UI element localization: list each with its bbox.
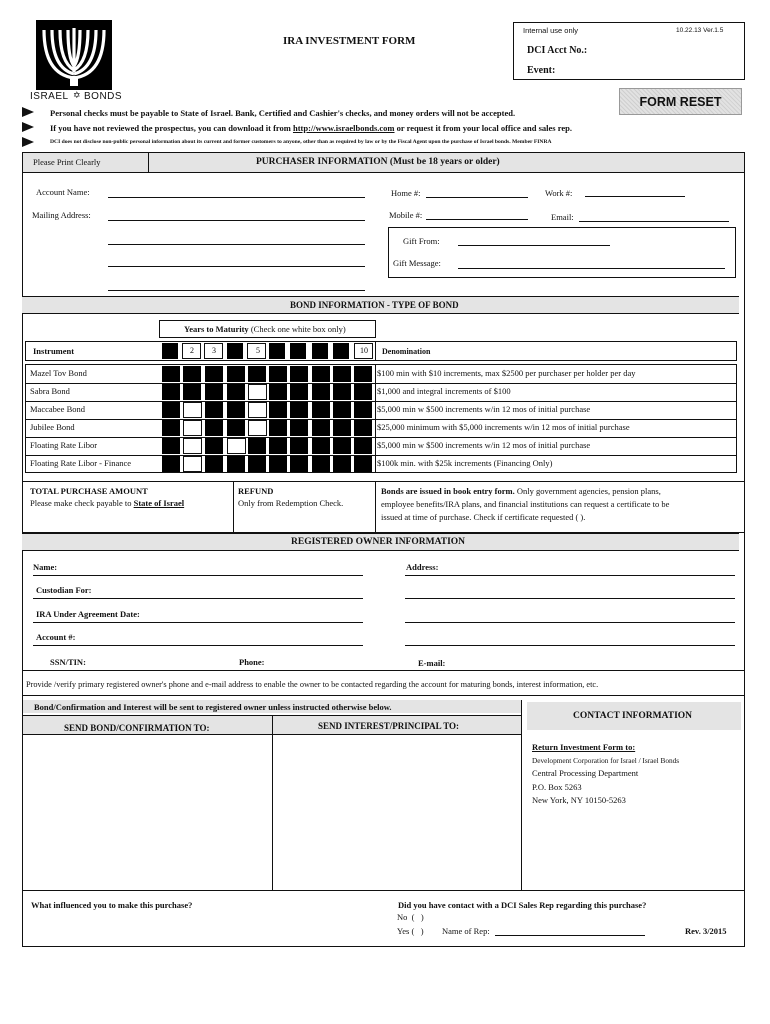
maturity-unavailable-cell [227,456,245,472]
maturity-unavailable-cell [162,420,180,436]
account-number-field[interactable] [33,645,363,646]
custodian-label: Custodian For: [36,585,92,595]
maturity-checkbox[interactable] [227,438,246,454]
year-2-header [182,343,201,359]
influenced-label: What influenced you to make this purchase? [31,900,193,910]
owner-email-label: E-mail: [418,658,446,668]
payee: State of Israel [133,498,185,508]
notice-prospectus-tail: or request it from your local office and sales rep. [394,123,572,133]
instrument-header-row [25,341,737,361]
maturity-unavailable-cell [312,420,330,436]
prospectus-link[interactable]: http://www.israelbonds.com [292,123,395,133]
send-interest-title: SEND INTEREST/PRINCIPAL TO: [318,721,460,731]
return-form-label: Return Investment Form to: [532,742,636,752]
owner-title: REGISTERED OWNER INFORMATION [291,537,466,547]
maturity-unavailable-cell [183,366,201,382]
gift-from-field[interactable] [458,245,610,246]
maturity-unavailable-cell [248,366,266,382]
maturity-unavailable-cell [205,402,223,418]
maturity-unavailable-cell [312,384,330,400]
revision-label: Rev. 3/2015 [685,926,727,936]
owner-name-label: Name: [33,562,58,572]
maturity-unavailable-cell [205,456,223,472]
work-label: Work #: [545,188,573,198]
notice-arrow-icon [22,137,34,147]
notice-prospectus [50,123,572,133]
year-3-label: 3 [212,346,216,355]
gift-from-label: Gift From: [403,236,440,246]
ssn-label: SSN/TIN: [50,657,86,667]
denomination-text: $25,000 minimum with $5,000 increments w/in 12 mos of initial purchase [377,422,630,432]
contact-line-3: P.O. Box 5263 [532,782,582,792]
year-3-header [204,343,223,359]
maturity-unavailable-cell [333,402,351,418]
maturity-checkbox[interactable] [248,420,267,436]
years-to-maturity-label [184,324,346,334]
maturity-unavailable-cell [333,420,351,436]
version-label: 10.22.13 Ver.1.5 [676,27,724,34]
denomination-text: $5,000 min w $500 increments w/in 12 mos of initial purchase [377,404,591,414]
contact-title: CONTACT INFORMATION [573,711,693,721]
maturity-unavailable-cell [290,456,308,472]
instrument-name: Jubilee Bond [30,422,75,432]
maturity-unavailable-cell [205,366,223,382]
maturity-unavailable-cell [248,438,266,454]
maturity-unavailable-cell [269,456,287,472]
year-10-label: 10 [360,346,368,355]
year-header-cell [227,343,243,359]
maturity-checkbox[interactable] [183,456,202,472]
owner-address-field-3[interactable] [405,622,735,623]
notice-prospectus-text: If you have not reviewed the prospectus, you can download it from [50,123,293,133]
dci-contact-label: Did you have contact with a DCI Sales Rep regarding this purchase? [398,900,647,910]
yes-option[interactable]: Yes ( ) [397,926,424,936]
maturity-unavailable-cell [227,402,245,418]
year-2-label: 2 [190,346,194,355]
contact-line-4: New York, NY 10150-5263 [532,795,626,805]
ira-date-label: IRA Under Agreement Date: [36,609,140,619]
refund-text: Only from Redemption Check. [238,498,344,508]
mailing-address-field-1[interactable] [108,220,365,221]
purchaser-title: PURCHASER INFORMATION (Must be 18 years or older) [256,157,500,167]
total-purchase-text [30,498,184,508]
maturity-unavailable-cell [162,366,180,382]
logo-text-bonds: BONDS [84,91,123,102]
mailing-address-field-2[interactable] [108,244,365,245]
maturity-unavailable-cell [290,438,308,454]
maturity-unavailable-cell [269,366,287,382]
year-header-cell [290,343,306,359]
notice-privacy: DCI does not disclose non-public personal information about its current and former customers to anyone, other than as required by law or by the Fiscal Agent upon the purchase of Israel bonds. Member FINRA [50,139,552,145]
ssn-phone-email-line[interactable] [22,670,745,671]
mailing-address-field-4[interactable] [108,290,365,291]
instrument-name: Mazel Tov Bond [30,368,87,378]
year-header-cell [269,343,285,359]
maturity-unavailable-cell [205,438,223,454]
email-field[interactable] [579,221,729,222]
instrument-name: Floating Rate Libor [30,440,98,450]
owner-address-label: Address: [406,562,439,572]
account-name-label: Account Name: [36,187,90,197]
maturity-unavailable-cell [354,402,372,418]
year-header-cell [162,343,178,359]
mobile-label: Mobile #: [389,210,423,220]
owner-address-field-2[interactable] [405,598,735,599]
account-name-field[interactable] [108,197,365,198]
home-label: Home #: [391,188,421,198]
maturity-checkbox[interactable] [183,438,202,454]
account-number-label: Account #: [36,632,76,642]
maturity-checkbox[interactable] [183,420,202,436]
instrument-name: Floating Rate Libor - Finance [30,458,132,468]
bond-info-title: BOND INFORMATION - TYPE OF BOND [290,300,459,310]
year-5-label: 5 [256,346,260,355]
book-entry-line1 [381,486,661,496]
book-entry-line3: issued at time of purchase. Check if certificate requested ( ). [381,512,586,522]
maturity-unavailable-cell [248,456,266,472]
form-title: IRA INVESTMENT FORM [283,35,416,47]
email-label: Email: [551,212,574,222]
maturity-unavailable-cell [333,456,351,472]
ira-date-field[interactable] [33,622,363,623]
instrument-name: Sabra Bond [30,386,70,396]
send-bond-title: SEND BOND/CONFIRMATION TO: [64,723,210,733]
print-clearly: Please Print Clearly [33,157,101,167]
maturity-unavailable-cell [162,438,180,454]
notice-arrow-icon [22,122,34,132]
owner-address-field-4[interactable] [405,645,735,646]
maturity-unavailable-cell [290,384,308,400]
maturity-unavailable-cell [205,384,223,400]
contact-line-2: Central Processing Department [532,768,639,778]
owner-name-field[interactable] [33,575,363,576]
work-phone-field[interactable] [585,196,685,197]
no-option[interactable]: No ( ) [397,912,424,922]
maturity-unavailable-cell [312,456,330,472]
year-10-header [354,343,373,359]
maturity-unavailable-cell [183,384,201,400]
mailing-address-field-3[interactable] [108,266,365,267]
send-banner: Bond/Confirmation and Interest will be sent to registered owner unless instructed otherwise below. [34,702,392,712]
maturity-unavailable-cell [290,402,308,418]
maturity-unavailable-cell [354,456,372,472]
maturity-unavailable-cell [290,420,308,436]
home-phone-field[interactable] [426,197,528,198]
year-5-header [247,343,266,359]
maturity-checkbox[interactable] [248,402,267,418]
notice-arrow-icon [22,107,34,117]
rep-name-field[interactable] [495,935,645,936]
book-entry-line2: employee benefits/IRA plans, and financial institutions can request a certificate to be [381,499,670,509]
maturity-unavailable-cell [354,384,372,400]
phone-label: Phone: [239,657,265,667]
rep-name-label: Name of Rep: [442,926,490,936]
maturity-unavailable-cell [269,420,287,436]
maturity-checkbox[interactable] [248,384,267,400]
maturity-unavailable-cell [162,402,180,418]
israel-bonds-logo [22,20,126,104]
maturity-unavailable-cell [312,366,330,382]
provide-verify-text: Provide /verify primary registered owner's phone and e-mail address to enable the owner to be contacted regarding the account for maturing bonds, interest information, etc. [26,680,599,689]
maturity-unavailable-cell [354,366,372,382]
denomination-text: $100k min. with $25k increments (Financing Only) [377,458,553,468]
maturity-unavailable-cell [227,420,245,436]
maturity-unavailable-cell [162,384,180,400]
maturity-checkbox[interactable] [183,402,202,418]
maturity-unavailable-cell [333,384,351,400]
gift-message-field[interactable] [458,268,725,269]
book-entry-bold: Bonds are issued in book entry form. [381,486,515,496]
gift-message-label: Gift Message: [393,258,441,268]
years-label-bold: Years to Maturity [184,324,249,334]
refund-title: REFUND [238,486,274,496]
years-label-rest: (Check one white box only) [248,324,346,334]
denomination-text: $5,000 min w $500 increments w/in 12 mos of initial purchase [377,440,591,450]
mobile-phone-field[interactable] [426,219,528,220]
maturity-unavailable-cell [269,384,287,400]
total-purchase-title: TOTAL PURCHASE AMOUNT [30,486,148,496]
denomination-text: $1,000 and integral increments of $100 [377,386,511,396]
maturity-unavailable-cell [312,402,330,418]
notice-checks: Personal checks must be payable to State of Israel. Bank, Certified and Cashier's checks, and money orders will not be accepted. [50,108,516,118]
maturity-unavailable-cell [205,420,223,436]
dci-acct-label: DCI Acct No.: [527,45,588,56]
maturity-unavailable-cell [227,366,245,382]
maturity-unavailable-cell [269,438,287,454]
denomination-header: Denomination [382,347,431,356]
form-reset-label: FORM RESET [639,95,722,109]
maturity-unavailable-cell [227,384,245,400]
gift-box [388,227,736,278]
custodian-field[interactable] [33,598,363,599]
maturity-unavailable-cell [162,456,180,472]
denomination-text: $100 min with $10 increments, max $2500 per purchaser per holder per day [377,368,636,378]
maturity-unavailable-cell [269,402,287,418]
maturity-unavailable-cell [290,366,308,382]
contact-line-1: Development Corporation for Israel / Israel Bonds [532,756,680,765]
book-entry-text1: Only government agencies, pension plans, [514,486,661,496]
instrument-name: Maccabee Bond [30,404,85,414]
owner-address-field-1[interactable] [405,575,735,576]
maturity-unavailable-cell [333,366,351,382]
form-reset-button[interactable] [619,88,742,115]
maturity-unavailable-cell [354,420,372,436]
year-header-cell [312,343,328,359]
maturity-unavailable-cell [354,438,372,454]
logo-star-icon: ✡ [73,90,81,100]
send-interest-area[interactable] [274,736,520,889]
maturity-unavailable-cell [312,438,330,454]
logo-text-israel: ISRAEL [30,91,69,102]
event-label: Event: [527,65,556,76]
instrument-header: Instrument [33,346,75,356]
mailing-address-label: Mailing Address: [32,210,91,220]
year-header-cell [333,343,349,359]
maturity-unavailable-cell [333,438,351,454]
send-bond-area[interactable] [24,736,271,889]
internal-use-label: Internal use only [523,26,579,35]
total-text: Please make check payable to [30,498,134,508]
